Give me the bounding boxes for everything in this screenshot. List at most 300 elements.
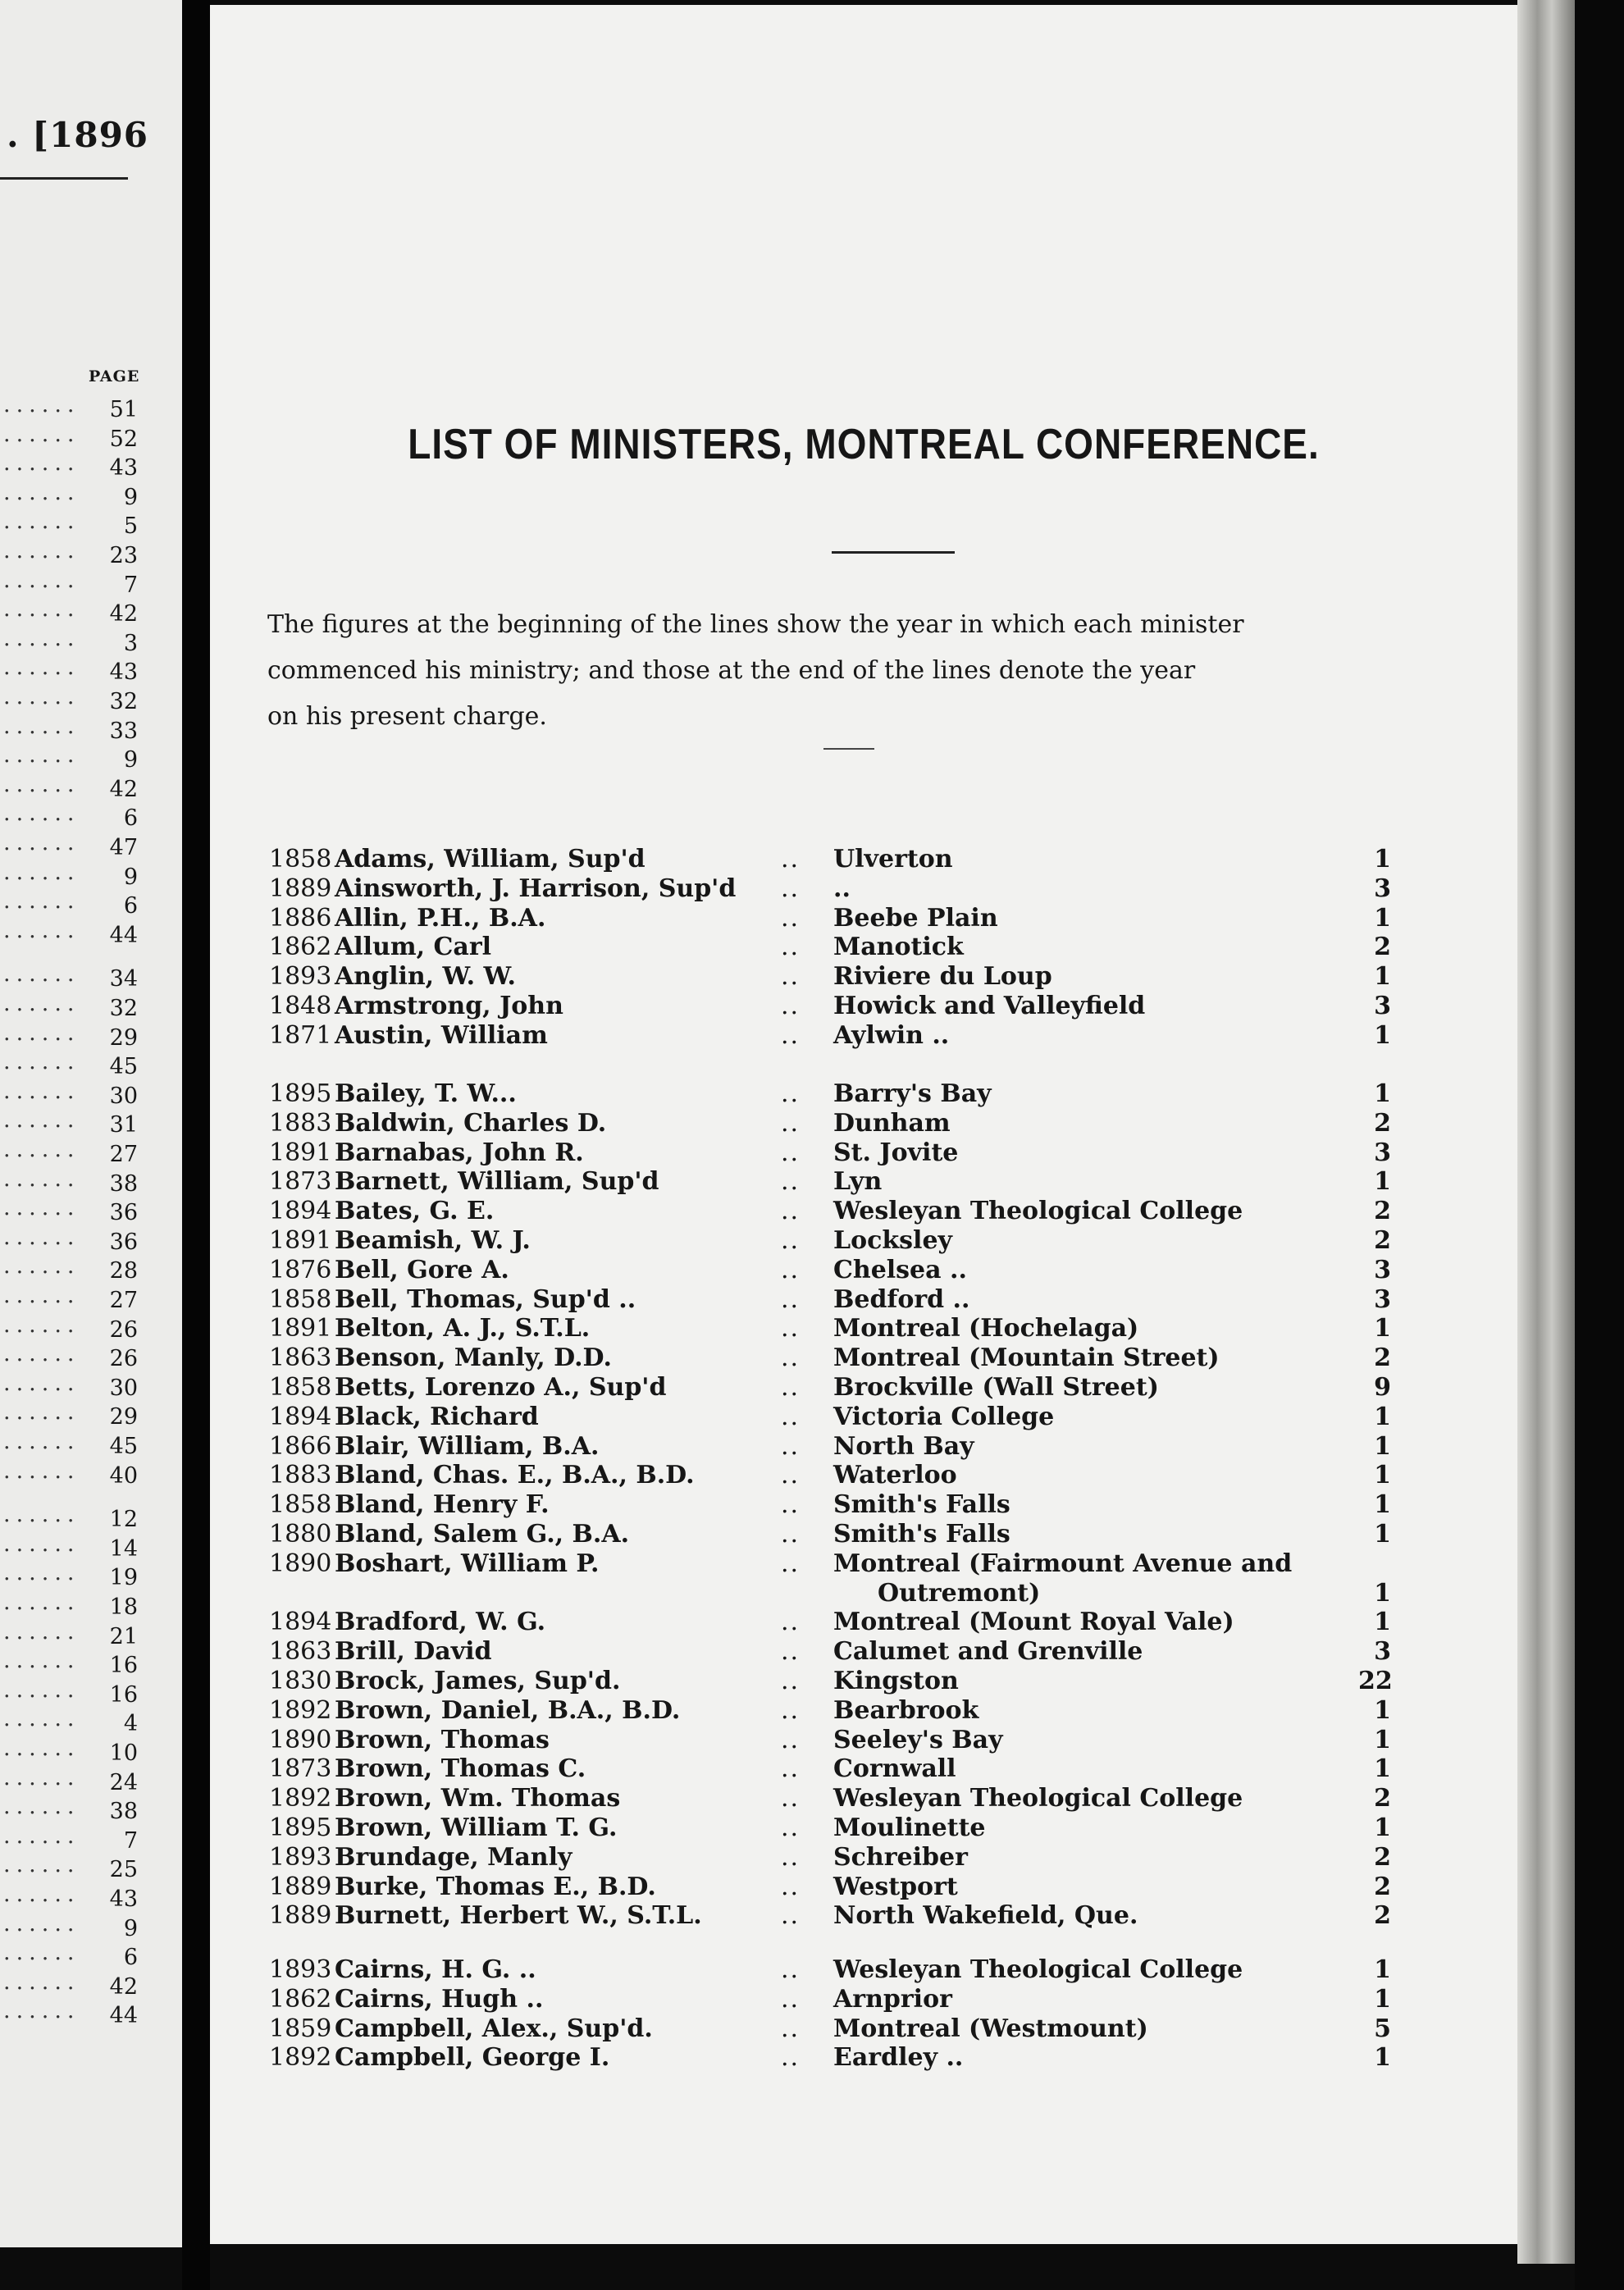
entry-name: Beamish, W. J. (335, 1226, 531, 1255)
entry-years: 3 (1374, 1637, 1391, 1667)
table-row (210, 1256, 1517, 1285)
entry-charge: Bearbrook (833, 1695, 979, 1725)
entry-leader: .. (781, 1402, 801, 1431)
entry-charge: Moulinette (833, 1813, 986, 1842)
list-item (0, 450, 138, 481)
dot-leader: ...... (3, 1341, 80, 1367)
list-item (0, 1195, 138, 1226)
entry-years: 1 (1374, 1431, 1391, 1461)
entry-leader: .. (781, 1725, 801, 1754)
entry-years: 2 (1374, 1784, 1391, 1813)
page-number: 16 (109, 1681, 138, 1708)
entry-years: 2 (1374, 1197, 1391, 1226)
list-item (0, 917, 138, 949)
entry-charge: Montreal (Mount Royal Vale) (833, 1608, 1234, 1637)
entry-charge: Chelsea .. (833, 1255, 967, 1284)
table-row (210, 1813, 1517, 1843)
entry-year: 1883 (269, 1108, 332, 1138)
entry-leader: .. (781, 1984, 801, 2014)
page-number: 38 (109, 1799, 138, 1825)
dot-leader: ...... (3, 450, 80, 477)
entry-name: Austin, William (335, 1020, 548, 1050)
table-row (210, 1403, 1517, 1432)
page-number: 38 (109, 1170, 138, 1197)
page-number: 4 (123, 1711, 138, 1737)
dot-leader: ...... (3, 1882, 80, 1907)
table-row (210, 1843, 1517, 1873)
entry-years: 1 (1374, 1725, 1391, 1754)
dot-leader: ...... (3, 1457, 80, 1484)
table-row (210, 1985, 1517, 2014)
entry-charge: Brockville (Wall Street) (833, 1373, 1159, 1402)
entry-name: Barnabas, John R. (335, 1138, 584, 1167)
entry-charge: Montreal (Mountain Street) (833, 1343, 1220, 1373)
entry-name: Campbell, Alex., Sup'd. (335, 2014, 653, 2043)
dot-leader: ...... (3, 1822, 80, 1849)
entry-name: Bell, Thomas, Sup'd .. (335, 1284, 636, 1314)
dot-leader: ...... (3, 917, 80, 943)
entry-leader: .. (781, 1784, 801, 1813)
entry-years: 1 (1374, 1520, 1391, 1549)
entry-charge: North Wakefield, Que. (833, 1901, 1138, 1931)
dot-leader: ...... (3, 1224, 80, 1250)
page-number: 47 (109, 835, 138, 860)
table-row (210, 1901, 1517, 1931)
list-item (0, 991, 138, 1022)
table-row (210, 1490, 1517, 1520)
page-number: 7 (123, 1827, 138, 1854)
list-item (0, 1940, 138, 1971)
entry-charge: Montreal (Hochelaga) (833, 1314, 1139, 1343)
page-number: 6 (123, 1945, 138, 1971)
page-title: LIST OF MINISTERS, MONTREAL CONFERENCE. (408, 419, 1320, 468)
entry-year: 1858 (269, 1284, 332, 1314)
entry-year: 1893 (269, 962, 332, 992)
list-item (0, 479, 138, 511)
page-number: 18 (109, 1594, 138, 1620)
entry-leader: .. (781, 1901, 801, 1931)
table-row (210, 992, 1517, 1021)
table-row (210, 1079, 1517, 1109)
entry-leader: .. (781, 1108, 801, 1138)
dot-leader: ...... (3, 538, 80, 563)
entry-years: 1 (1374, 1020, 1391, 1050)
entry-charge: Barry's Bay (833, 1079, 992, 1108)
dot-leader: ...... (3, 961, 80, 988)
page-number: 12 (109, 1507, 138, 1533)
entry-name: Benson, Manly, D.D. (335, 1343, 612, 1373)
entry-leader: .. (781, 874, 801, 903)
list-item (0, 859, 138, 891)
page-number: 6 (123, 805, 138, 832)
entry-years: 22 (1358, 1667, 1393, 1695)
entry-charge: Dunham (833, 1108, 951, 1138)
table-row (210, 1373, 1517, 1403)
entry-years: 1 (1374, 2043, 1391, 2073)
page-number: 29 (109, 1404, 138, 1430)
list-item (0, 1618, 138, 1650)
entry-name: Brock, James, Sup'd. (335, 1667, 621, 1695)
entry-name: Cairns, H. G. .. (335, 1955, 536, 1984)
table-row (210, 2043, 1517, 2073)
list-item (0, 625, 138, 657)
entry-charge: Smith's Falls (833, 1490, 1010, 1520)
dot-leader: ...... (3, 1530, 80, 1557)
entry-charge: Wesleyan Theological College (833, 1784, 1243, 1813)
entry-leader: .. (781, 1167, 801, 1197)
list-item (0, 1107, 138, 1138)
entry-charge: Bedford .. (833, 1284, 970, 1314)
table-row (210, 1285, 1517, 1315)
list-item (0, 1341, 138, 1372)
page-number: 24 (109, 1769, 138, 1795)
entry-charge: Smith's Falls (833, 1520, 1010, 1549)
list-item (0, 1736, 138, 1767)
entry-years: 5 (1374, 2014, 1391, 2043)
entry-leader: .. (781, 962, 801, 992)
entry-years: 3 (1374, 1284, 1391, 1314)
dot-leader: ...... (3, 1137, 80, 1162)
entry-years: 1 (1374, 1813, 1391, 1842)
entry-year: 1889 (269, 1872, 332, 1901)
entry-year: 1892 (269, 1784, 332, 1813)
page-number: 28 (109, 1258, 138, 1284)
dot-leader: ...... (3, 1399, 80, 1426)
page-number: 34 (109, 966, 138, 992)
entry-leader: .. (781, 1842, 801, 1872)
dot-leader: ...... (3, 1998, 80, 2024)
entry-year: 1883 (269, 1461, 332, 1490)
entry-year: 1866 (269, 1431, 332, 1461)
list-item (0, 1283, 138, 1314)
page-number: 9 (123, 1915, 138, 1941)
dot-leader: ...... (3, 1370, 80, 1396)
entry-year: 1894 (269, 1608, 332, 1637)
page-number: 10 (109, 1740, 138, 1766)
entry-charge: Seeley's Bay (833, 1725, 1003, 1754)
list-item (0, 1998, 138, 2029)
entry-year: 1886 (269, 903, 332, 933)
entry-name: Brown, Wm. Thomas (335, 1784, 621, 1813)
list-item (0, 1253, 138, 1284)
entry-years: 1 (1374, 1695, 1391, 1725)
list-item (0, 1166, 138, 1197)
dot-leader: ...... (3, 1618, 80, 1645)
entry-leader: .. (781, 1813, 801, 1842)
entry-leader: .. (781, 1079, 801, 1108)
entry-charge: Aylwin .. (833, 1020, 950, 1050)
entry-charge: Cornwall (833, 1754, 956, 1784)
entry-year: 1848 (269, 992, 332, 1020)
entry-charge: Calumet and Grenville (833, 1637, 1143, 1667)
dot-leader: ...... (3, 1676, 80, 1703)
entry-name: Boshart, William P. (335, 1549, 600, 1578)
entry-year: 1892 (269, 2043, 332, 2073)
page-number: 6 (123, 893, 138, 919)
dot-leader: ...... (3, 1049, 80, 1075)
entry-leader: .. (781, 1138, 801, 1167)
dot-leader: ...... (3, 655, 80, 681)
entry-years: 2 (1374, 1343, 1391, 1373)
entry-leader: .. (781, 1608, 801, 1637)
entry-years: 1 (1374, 1079, 1391, 1108)
list-item (0, 509, 138, 540)
entry-years: 1 (1374, 1955, 1391, 1984)
dot-leader: ...... (3, 991, 80, 1016)
dot-leader: ...... (3, 888, 80, 915)
page-number: 7 (123, 572, 138, 598)
table-row (210, 1754, 1517, 1784)
page-number: 26 (109, 1346, 138, 1372)
page-number: 33 (109, 718, 138, 744)
dot-leader: ...... (3, 1590, 80, 1615)
entry-charge: Victoria College (833, 1402, 1055, 1431)
entry-charge: .. (833, 874, 851, 903)
page-number: 19 (109, 1565, 138, 1591)
list-item (0, 830, 138, 861)
intro-line: on his present charge. (267, 702, 547, 731)
list-item (0, 742, 138, 773)
list-item (0, 713, 138, 745)
dot-leader: ...... (3, 1706, 80, 1732)
page-number: 3 (123, 630, 138, 656)
table-row (210, 845, 1517, 874)
dot-leader: ...... (3, 1910, 80, 1936)
entry-name: Belton, A. J., S.T.L. (335, 1314, 591, 1343)
entry-year: 1863 (269, 1343, 332, 1373)
list-item (0, 1764, 138, 1796)
table-row (210, 1667, 1517, 1696)
list-item (0, 888, 138, 919)
table-row (210, 933, 1517, 962)
entry-leader: .. (781, 1549, 801, 1578)
page-number: 29 (109, 1024, 138, 1051)
page-number: 21 (109, 1623, 138, 1649)
list-item (0, 1020, 138, 1051)
list-item (0, 1312, 138, 1343)
page-number: 27 (109, 1288, 138, 1313)
previous-page-header: . [1896 (7, 115, 149, 155)
table-row (210, 1726, 1517, 1755)
table-row (210, 1226, 1517, 1256)
page-number: 36 (109, 1200, 138, 1226)
table-row (210, 962, 1517, 992)
dot-leader: ...... (3, 1195, 80, 1221)
entry-year: 1894 (269, 1197, 332, 1226)
entry-name: Bates, G. E. (335, 1197, 495, 1226)
entry-years: 1 (1374, 962, 1391, 992)
list-item (0, 1530, 138, 1562)
book-gutter (182, 0, 210, 2290)
entry-name: Bradford, W. G. (335, 1608, 546, 1637)
entry-years: 1 (1374, 1608, 1391, 1637)
entry-year: 1890 (269, 1725, 332, 1754)
entry-leader: .. (781, 845, 801, 874)
entry-year: 1873 (269, 1167, 332, 1197)
dot-leader: ...... (3, 1283, 80, 1308)
page-number: 9 (123, 747, 138, 773)
entry-name: Black, Richard (335, 1402, 539, 1431)
dot-leader: ...... (3, 801, 80, 827)
list-item (0, 655, 138, 686)
entry-years: 1 (1374, 1167, 1391, 1197)
entry-charge: Arnprior (833, 1984, 952, 2014)
entry-year: 1889 (269, 1901, 332, 1931)
entry-charge: Locksley (833, 1226, 952, 1255)
dot-leader: ...... (3, 392, 80, 417)
entry-leader: .. (781, 1637, 801, 1667)
entry-leader: .. (781, 1373, 801, 1402)
list-item (0, 1457, 138, 1489)
list-item (0, 801, 138, 832)
dot-leader: ...... (3, 859, 80, 885)
entry-year: 1876 (269, 1255, 332, 1284)
dot-leader: ...... (3, 713, 80, 739)
entry-charge: Wesleyan Theological College (833, 1197, 1243, 1226)
entry-year: 1892 (269, 1695, 332, 1725)
page-number: 9 (123, 484, 138, 510)
list-item (0, 538, 138, 569)
entry-name: Adams, William, Sup'd (335, 845, 645, 874)
list-item (0, 1822, 138, 1854)
table-row (210, 1343, 1517, 1373)
table-row (210, 1637, 1517, 1667)
dot-leader: ...... (3, 1736, 80, 1761)
dot-leader: ...... (3, 1764, 80, 1790)
entry-years: 2 (1374, 1901, 1391, 1931)
table-row (210, 904, 1517, 933)
intro-line: The figures at the beginning of the lines show the year in which each minister (267, 610, 1244, 639)
entry-leader: .. (781, 2014, 801, 2043)
list-item (0, 1968, 138, 2000)
entry-year: 1895 (269, 1079, 332, 1108)
entry-leader: .. (781, 1284, 801, 1314)
page-number: 32 (109, 689, 138, 714)
dot-leader: ...... (3, 830, 80, 855)
entry-charge: Riviere du Loup (833, 962, 1052, 992)
entry-charge: Ulverton (833, 845, 953, 874)
list-item (0, 392, 138, 423)
list-item (0, 596, 138, 627)
page-number: 42 (109, 776, 138, 802)
entry-name: Brill, David (335, 1637, 492, 1667)
dot-leader: ...... (3, 742, 80, 769)
list-item (0, 567, 138, 599)
entry-name: Brown, Thomas C. (335, 1754, 586, 1784)
entry-name: Bland, Henry F. (335, 1490, 550, 1520)
entry-leader: .. (781, 933, 801, 962)
dot-leader: ...... (3, 479, 80, 505)
entry-year: 1862 (269, 1984, 332, 2014)
entry-leader: .. (781, 1461, 801, 1490)
entry-name: Betts, Lorenzo A., Sup'd (335, 1373, 667, 1402)
table-row (210, 1520, 1517, 1549)
entry-charge: Waterloo (833, 1461, 957, 1490)
entry-leader: .. (781, 1872, 801, 1901)
list-item (0, 1882, 138, 1913)
entry-year: 1891 (269, 1226, 332, 1255)
table-row (210, 1579, 1517, 1608)
entry-charge: Manotick (833, 933, 964, 962)
list-item (0, 1137, 138, 1168)
table-row (210, 1696, 1517, 1726)
entry-years: 3 (1374, 1255, 1391, 1284)
entry-year: 1873 (269, 1754, 332, 1784)
page-number: 52 (109, 426, 138, 452)
entry-charge: Montreal (Westmount) (833, 2014, 1148, 2043)
table-row (210, 1432, 1517, 1462)
table-row (210, 1021, 1517, 1051)
entry-years: 1 (1374, 1314, 1391, 1343)
page-number: 45 (109, 1434, 138, 1459)
list-item (0, 1910, 138, 1942)
dot-leader: ...... (3, 1429, 80, 1454)
page-number: 42 (109, 601, 138, 627)
dot-leader: ...... (3, 625, 80, 651)
entry-name: Barnett, William, Sup'd (335, 1167, 659, 1197)
entry-leader: .. (781, 903, 801, 933)
entry-name: Burnett, Herbert W., S.T.L. (335, 1901, 702, 1931)
entry-leader: .. (781, 1314, 801, 1343)
entry-leader: .. (781, 1226, 801, 1255)
entry-years: 2 (1374, 1842, 1391, 1872)
dot-leader: ...... (3, 1560, 80, 1586)
table-row (210, 1109, 1517, 1138)
list-item (0, 1224, 138, 1256)
intro-line: commenced his ministry; and those at the end of the lines denote the year (267, 656, 1196, 685)
entry-years: 1 (1374, 1578, 1391, 1608)
entry-year: 1858 (269, 1373, 332, 1402)
entry-leader: .. (781, 1343, 801, 1373)
page-number: 44 (109, 922, 138, 948)
entry-year: 1895 (269, 1813, 332, 1842)
entry-years: 3 (1374, 874, 1391, 903)
list-item (0, 1078, 138, 1110)
page-number: 30 (109, 1375, 138, 1401)
table-row (210, 1138, 1517, 1168)
dot-leader: ...... (3, 1852, 80, 1878)
dot-leader: ...... (3, 1166, 80, 1192)
dot-leader: ...... (3, 684, 80, 709)
entry-year: 1893 (269, 1955, 332, 1984)
table-row (210, 1608, 1517, 1637)
dot-leader: ...... (3, 1312, 80, 1338)
list-item (0, 1794, 138, 1825)
list-item (0, 1648, 138, 1679)
entry-name: Cairns, Hugh .. (335, 1984, 544, 2014)
entry-year: 1891 (269, 1138, 332, 1167)
entry-years: 2 (1374, 1226, 1391, 1255)
table-row (210, 874, 1517, 904)
page-number: 36 (109, 1229, 138, 1255)
entry-year: 1880 (269, 1520, 332, 1549)
header-rule (0, 177, 128, 180)
entry-years: 1 (1374, 1984, 1391, 2014)
entry-name: Allin, P.H., B.A. (335, 903, 546, 933)
dot-leader: ...... (3, 509, 80, 535)
page-number: 5 (123, 513, 138, 540)
page-number: 23 (109, 543, 138, 568)
entry-leader: .. (781, 1695, 801, 1725)
ministers-list-page (210, 5, 1517, 2244)
entry-name: Bell, Gore A. (335, 1255, 509, 1284)
entry-name: Armstrong, John (335, 992, 563, 1020)
entry-leader: .. (781, 1197, 801, 1226)
entry-years: 1 (1374, 845, 1391, 874)
entry-charge: Kingston (833, 1667, 959, 1695)
entry-name: Campbell, George I. (335, 2043, 610, 2073)
entry-charge: Montreal (Fairmount Avenue and (833, 1549, 1293, 1578)
